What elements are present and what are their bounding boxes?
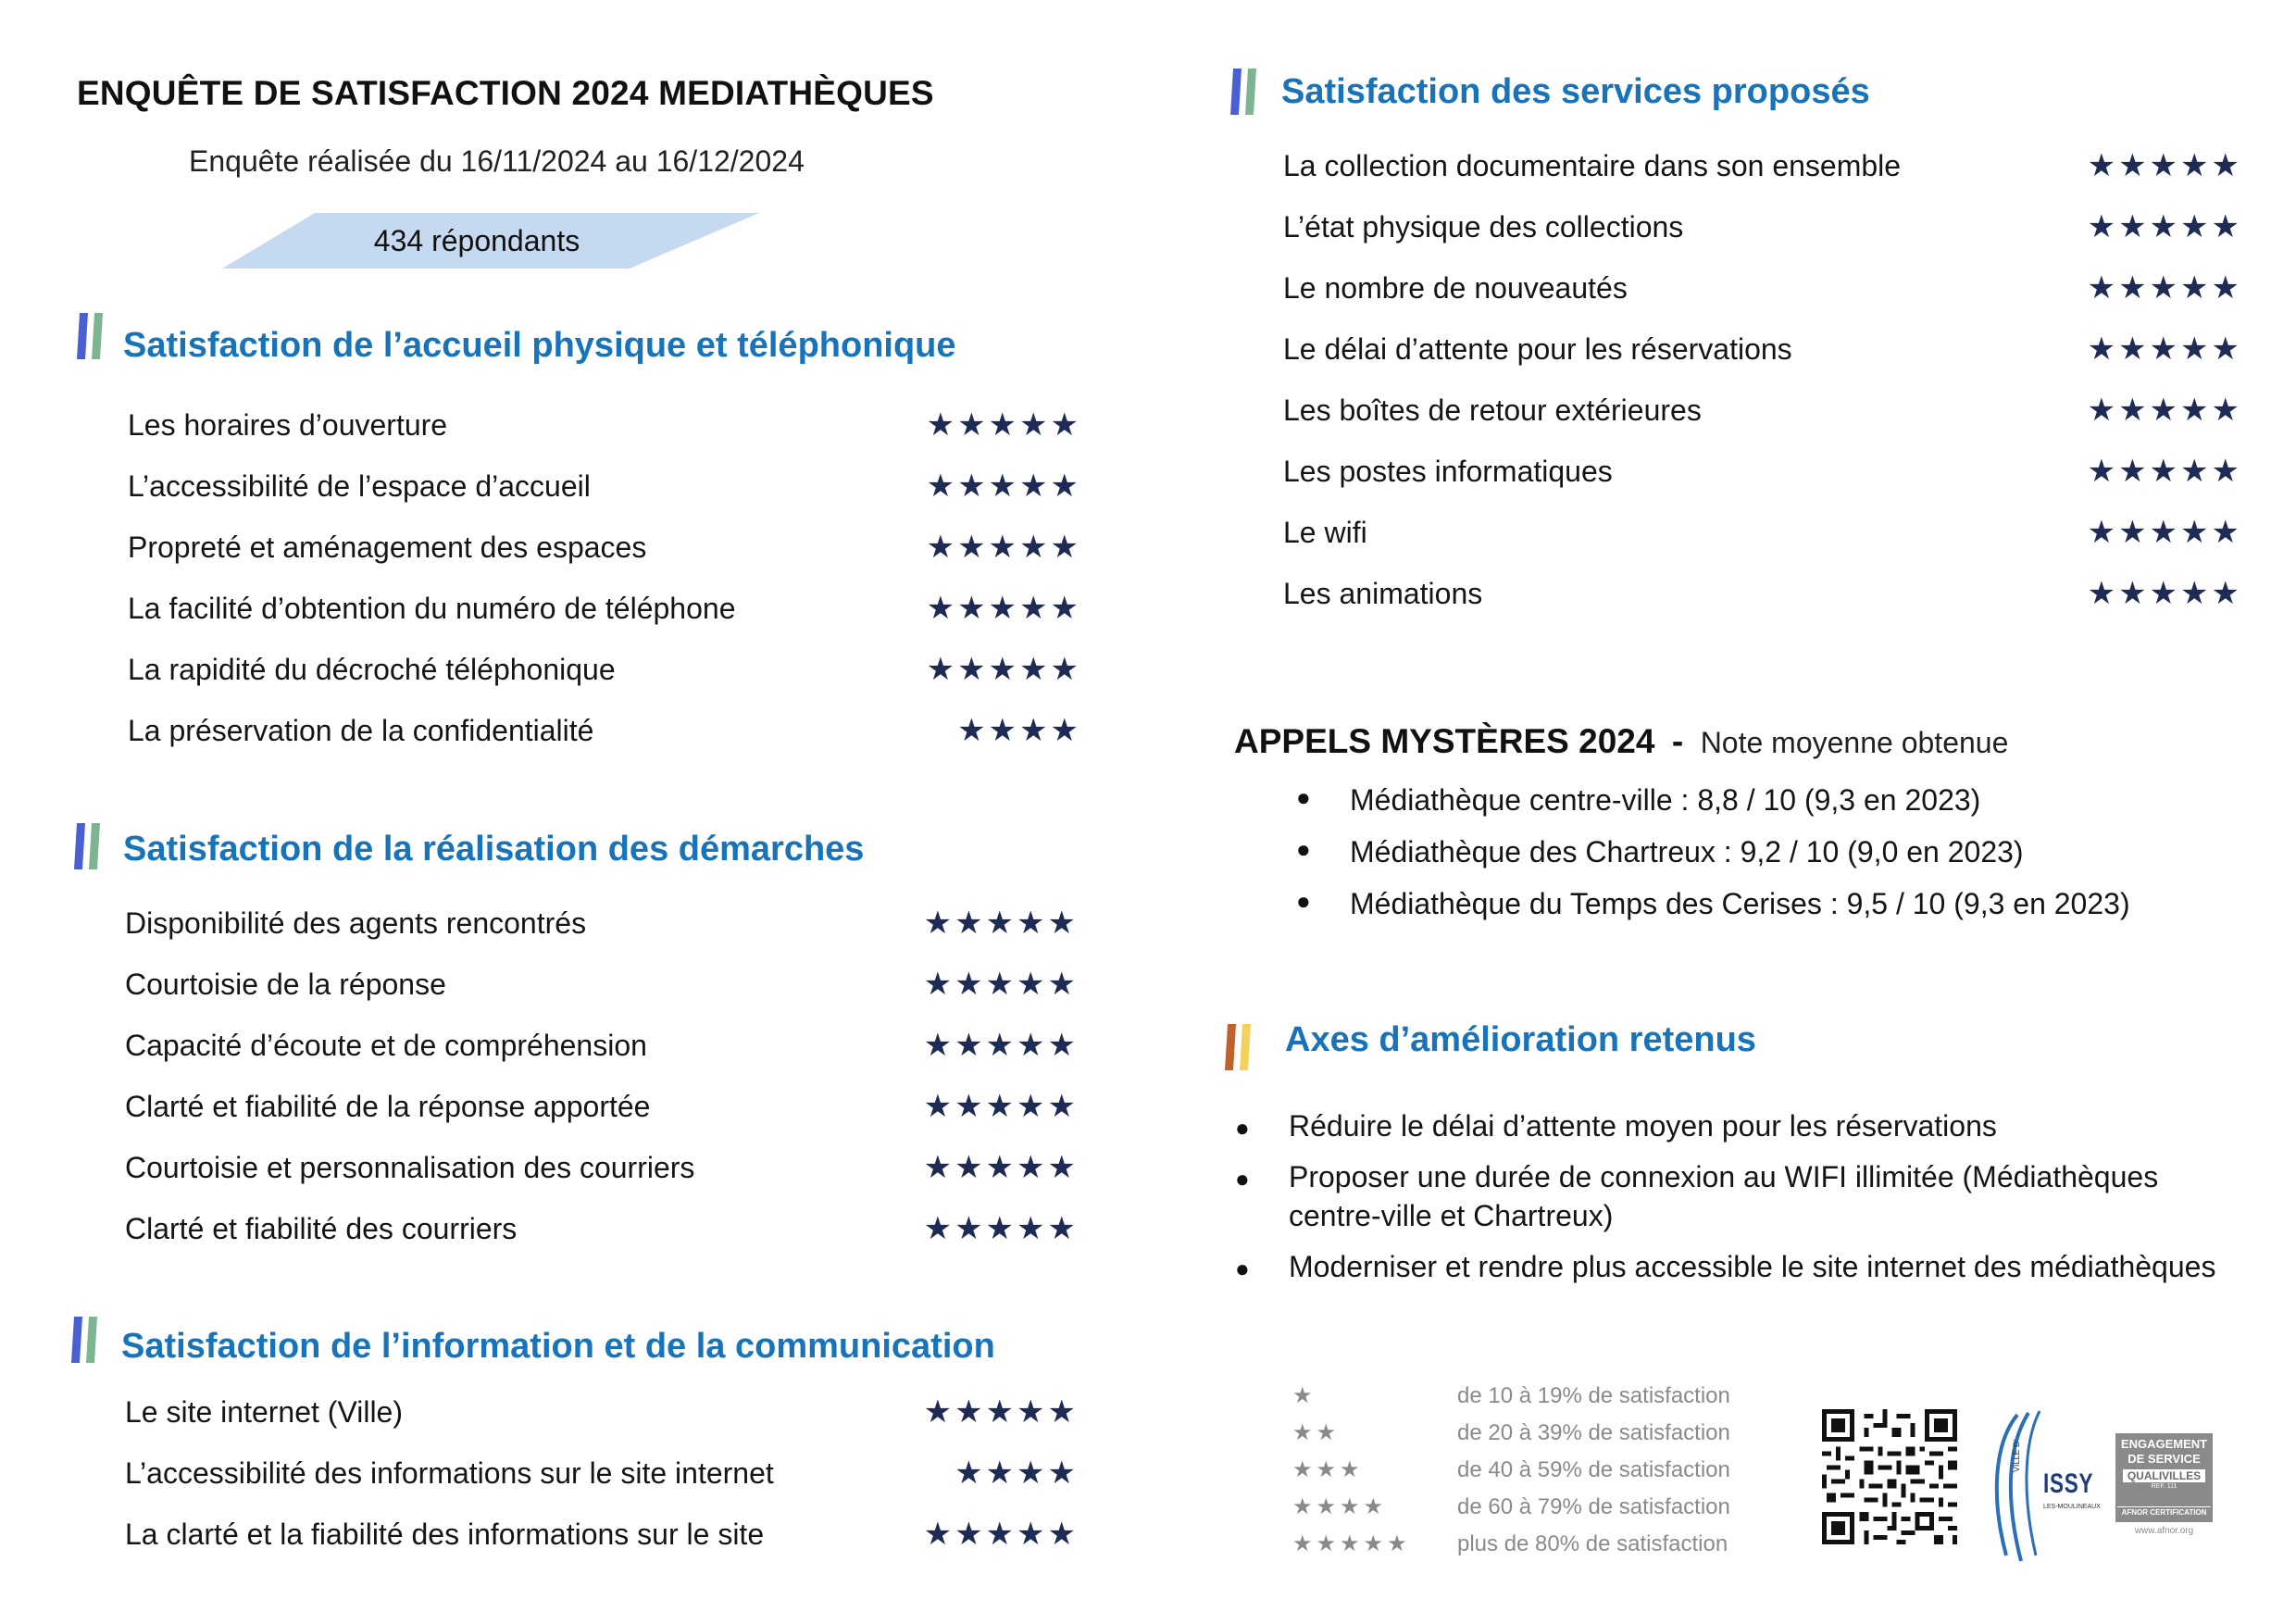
legend-stars: ★★★★★ [1292, 1531, 1411, 1556]
star-rating: ★★★★★ [2087, 454, 2242, 489]
rating-label: L’accessibilité de l’espace d’accueil [128, 469, 591, 503]
rating-legend [1292, 1378, 1774, 1563]
section-title-improvements: Axes d’amélioration retenus [1285, 1020, 1756, 1059]
city-logo-name: ISSY [2043, 1468, 2094, 1499]
rating-label: La clarté et la fiabilité des informations sur le site [125, 1518, 765, 1551]
legend-text: de 40 à 59% de satisfaction [1457, 1457, 1730, 1482]
rating-label: La rapidité du décroché téléphonique [128, 653, 616, 686]
respondents-count: 434 répondants [373, 224, 580, 257]
bullet-icon: ● [1235, 1255, 1250, 1282]
mystery-call-score: Médiathèque du Temps des Cerises : 9,5 / 10 (9,3 en 2023) [1350, 887, 2130, 920]
rating-label: Le wifi [1283, 516, 1367, 549]
city-logo [1986, 1407, 2101, 1565]
rating-row [1283, 196, 2242, 257]
list-accueil [128, 394, 1081, 761]
rating-label: Les boîtes de retour extérieures [1283, 394, 1702, 427]
star-rating: ★★★★★ [926, 407, 1081, 443]
legend-stars: ★ [1292, 1383, 1316, 1408]
rating-label: Clarté et fiabilité des courriers [125, 1212, 518, 1245]
star-rating: ★★★★★ [2087, 331, 2242, 367]
improvement-text: Moderniser et rendre plus accessible le site internet des médiathèques [1289, 1250, 2216, 1283]
star-rating: ★★★★★ [923, 1394, 1079, 1430]
bullet-icon: ● [1235, 1165, 1250, 1193]
rating-row [1283, 502, 2242, 563]
legend-row [1292, 1526, 1774, 1563]
certification-logo [2115, 1433, 2213, 1548]
rating-row [128, 639, 1081, 700]
rating-label: Le site internet (Ville) [125, 1395, 403, 1429]
legend-text: plus de 80% de satisfaction [1457, 1531, 1728, 1556]
star-rating: ★★★★★ [923, 906, 1079, 941]
star-rating: ★★★★★ [923, 1089, 1079, 1124]
rating-row [125, 954, 1079, 1015]
list-item [1235, 1157, 2215, 1235]
mystery-call-score: Médiathèque centre-ville : 8,8 / 10 (9,3 en 2023) [1350, 783, 1981, 817]
improvement-text: Réduire le délai d’attente moyen pour les réservations [1289, 1109, 1997, 1143]
rating-row [125, 1504, 1079, 1565]
star-rating: ★★★★ [955, 1455, 1079, 1491]
star-rating: ★★★★ [957, 713, 1081, 748]
rating-row [128, 700, 1081, 761]
star-rating: ★★★★★ [2087, 270, 2242, 306]
improvement-text: Proposer une durée de connexion au WIFI illimitée (Médiathèques centre-ville et Chartreux) [1289, 1160, 2159, 1232]
section-marker-icon [74, 313, 111, 359]
mystery-calls-subtitle: Note moyenne obtenue [1700, 726, 2009, 759]
rating-label: Disponibilité des agents rencontrés [125, 906, 587, 940]
rating-row [125, 1443, 1079, 1504]
improvements-list [1235, 1106, 2270, 1287]
legend-text: de 20 à 39% de satisfaction [1457, 1420, 1730, 1445]
rating-row [125, 1137, 1079, 1198]
rating-label: Les postes informatiques [1283, 455, 1613, 488]
survey-dates: Enquête réalisée du 16/11/2024 au 16/12/2024 [189, 144, 805, 178]
cert-line2: DE SERVICE [2128, 1452, 2201, 1466]
section-marker-icon [69, 1317, 106, 1363]
rating-label: L’accessibilité des informations sur le site internet [125, 1456, 774, 1490]
rating-label: Courtoisie et personnalisation des courriers [125, 1151, 695, 1184]
section-title-services: Satisfaction des services proposés [1281, 72, 1870, 111]
city-logo-line2: LES-MOULINEAUX [2043, 1504, 2101, 1510]
list-item [1296, 783, 2257, 835]
rating-row [125, 1381, 1079, 1443]
list-item [1235, 1106, 2270, 1146]
bullet-icon: ● [1296, 835, 1311, 863]
rating-row [1283, 441, 2242, 502]
star-rating: ★★★★★ [926, 468, 1081, 504]
cert-line4: AFNOR CERTIFICATION [2117, 1506, 2211, 1518]
rating-label: La facilité d’obtention du numéro de téléphone [128, 592, 736, 625]
cert-ref: REF. 111 [2151, 1483, 2177, 1490]
rating-row [128, 456, 1081, 517]
rating-label: Propreté et aménagement des espaces [128, 531, 647, 564]
legend-row [1292, 1452, 1774, 1489]
star-rating: ★★★★★ [926, 652, 1081, 687]
legend-stars: ★★★★ [1292, 1494, 1388, 1519]
star-rating: ★★★★★ [923, 967, 1079, 1002]
list-item [1235, 1246, 2270, 1287]
bullet-icon: ● [1296, 887, 1311, 915]
legend-stars: ★★ [1292, 1420, 1341, 1445]
star-rating: ★★★★★ [2087, 209, 2242, 244]
list-item [1296, 887, 2257, 939]
section-marker-icon [1222, 1024, 1259, 1070]
certification-badge [2115, 1433, 2213, 1522]
bullet-icon: ● [1235, 1114, 1250, 1142]
rating-row [1283, 380, 2242, 441]
legend-text: de 60 à 79% de satisfaction [1457, 1494, 1730, 1519]
list-information [125, 1381, 1079, 1565]
rating-label: Les horaires d’ouverture [128, 408, 448, 442]
section-marker-icon [1228, 69, 1265, 115]
rating-row [125, 893, 1079, 954]
qr-code-icon[interactable] [1822, 1409, 1957, 1544]
rating-label: Clarté et fiabilité de la réponse apportée [125, 1090, 651, 1123]
rating-label: Le nombre de nouveautés [1283, 271, 1628, 305]
star-rating: ★★★★★ [2087, 148, 2242, 183]
rating-row [1283, 135, 2242, 196]
list-services [1283, 135, 2242, 624]
rating-label: Courtoisie de la réponse [125, 968, 446, 1001]
rating-row [128, 578, 1081, 639]
rating-row [125, 1015, 1079, 1076]
mystery-calls-separator: - [1671, 722, 1684, 760]
star-rating: ★★★★★ [2087, 393, 2242, 428]
cert-line3: QUALIVILLES [2123, 1469, 2205, 1482]
cert-url: www.afnor.org [2134, 1526, 2194, 1536]
section-title-demarches: Satisfaction de la réalisation des démarches [123, 830, 865, 868]
legend-row [1292, 1415, 1774, 1452]
star-rating: ★★★★★ [923, 1211, 1079, 1246]
star-rating: ★★★★★ [926, 530, 1081, 565]
rating-label: Les animations [1283, 577, 1483, 610]
star-rating: ★★★★★ [923, 1028, 1079, 1063]
rating-row [1283, 563, 2242, 624]
mystery-calls-title: APPELS MYSTÈRES 2024 [1234, 722, 1655, 760]
rating-row [125, 1076, 1079, 1137]
mystery-calls-heading [1234, 722, 2008, 761]
rating-row [125, 1198, 1079, 1259]
legend-row [1292, 1378, 1774, 1415]
list-item [1296, 835, 2257, 887]
legend-row [1292, 1489, 1774, 1526]
rating-label: Le délai d’attente pour les réservations [1283, 332, 1792, 366]
star-rating: ★★★★★ [923, 1517, 1079, 1552]
rating-label: L’état physique des collections [1283, 210, 1684, 244]
rating-row [128, 394, 1081, 456]
section-title-accueil: Satisfaction de l’accueil physique et téléphonique [123, 326, 956, 365]
legend-stars: ★★★ [1292, 1457, 1364, 1482]
cert-line1: ENGAGEMENT [2120, 1437, 2208, 1451]
section-marker-icon [71, 823, 108, 869]
star-rating: ★★★★★ [923, 1150, 1079, 1185]
page-title: ENQUÊTE DE SATISFACTION 2024 MEDIATHÈQUES [77, 74, 934, 112]
mystery-call-score: Médiathèque des Chartreux : 9,2 / 10 (9,0 en 2023) [1350, 835, 2024, 868]
legend-text: de 10 à 19% de satisfaction [1457, 1383, 1730, 1408]
list-demarches [125, 893, 1079, 1259]
bullet-icon: ● [1296, 783, 1311, 811]
rating-label: La collection documentaire dans son ensemble [1283, 149, 1902, 182]
star-rating: ★★★★★ [2087, 576, 2242, 611]
rating-row [1283, 257, 2242, 319]
mystery-calls-list [1296, 783, 2257, 939]
section-title-information: Satisfaction de l’information et de la communication [121, 1327, 995, 1366]
rating-label: La préservation de la confidentialité [128, 714, 594, 747]
rating-row [128, 517, 1081, 578]
rating-row [1283, 319, 2242, 380]
star-rating: ★★★★★ [926, 591, 1081, 626]
rating-label: Capacité d’écoute et de compréhension [125, 1029, 647, 1062]
city-logo-line1: VILLE D' [2012, 1439, 2021, 1472]
star-rating: ★★★★★ [2087, 515, 2242, 550]
